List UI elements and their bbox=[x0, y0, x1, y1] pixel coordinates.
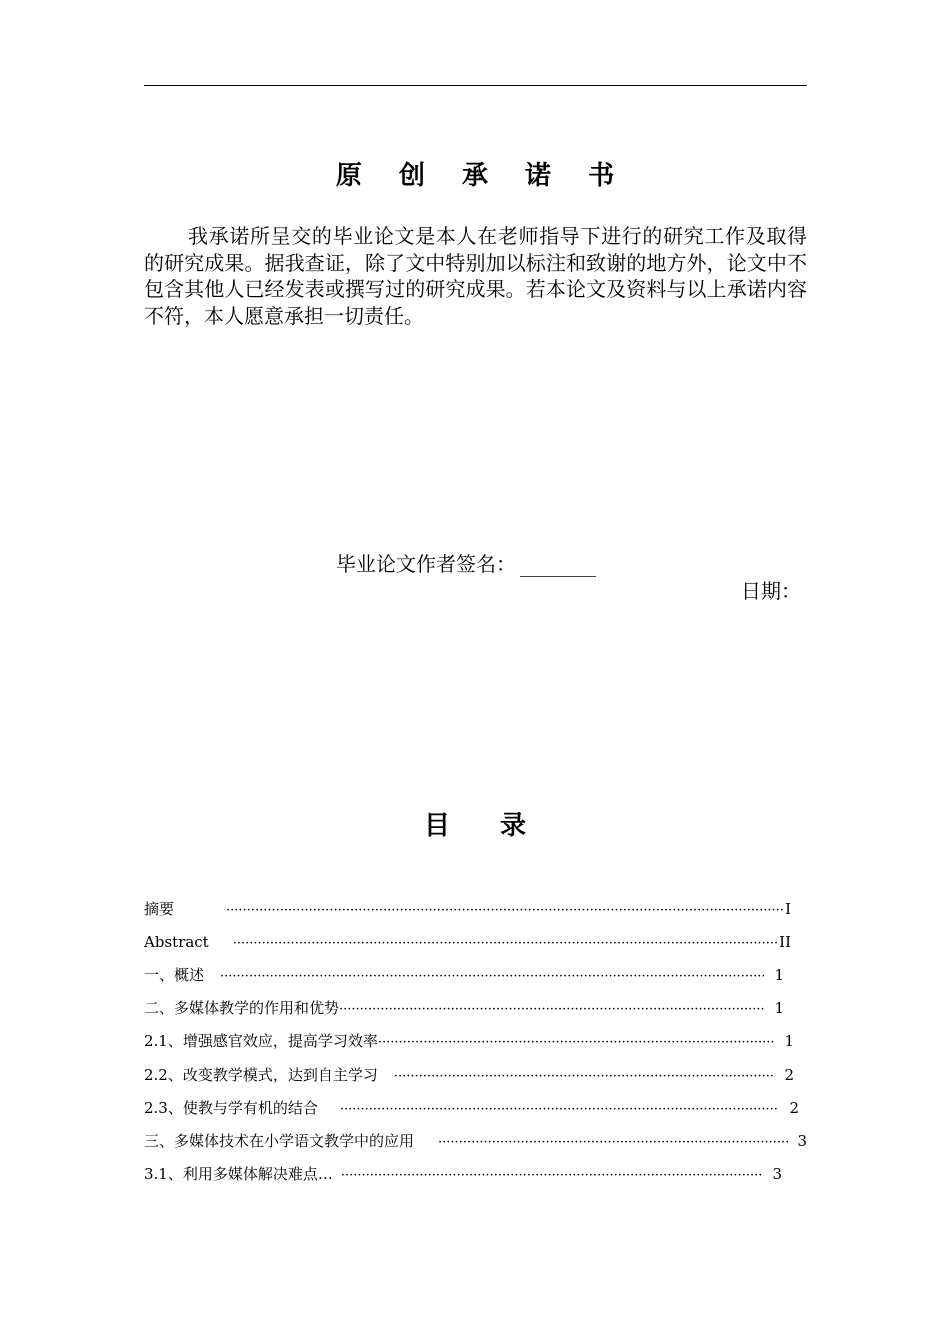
signature-line bbox=[336, 548, 596, 577]
toc-entry-label: 2.1、增强感官效应，提高学习效率 bbox=[144, 1032, 378, 1050]
toc-entry-label: 3.1、利用多媒体解决难点… bbox=[144, 1165, 333, 1183]
toc-leader bbox=[226, 901, 785, 921]
toc-entry-label: 二、多媒体教学的作用和优势 bbox=[144, 999, 340, 1017]
toc-entry-page: 1 bbox=[784, 1032, 794, 1050]
toc-entry-page: II bbox=[779, 933, 791, 951]
toc-leader bbox=[339, 1000, 764, 1020]
toc-leader bbox=[394, 1067, 775, 1087]
toc-entry[interactable] bbox=[144, 932, 791, 952]
toc-entry[interactable] bbox=[144, 1131, 807, 1151]
toc-entry[interactable] bbox=[144, 998, 784, 1018]
toc-entry-label: 2.3、使教与学有机的结合 bbox=[144, 1099, 318, 1117]
toc-title bbox=[0, 805, 950, 842]
toc-entry[interactable] bbox=[144, 899, 791, 919]
pledge-title: 原 创 承 诺 书 bbox=[335, 161, 629, 191]
toc-entry[interactable] bbox=[144, 1031, 794, 1051]
header-rule bbox=[144, 85, 807, 86]
toc-entry-page: 2 bbox=[789, 1099, 799, 1117]
toc-entry-page: I bbox=[785, 900, 791, 918]
toc-entry-page: 1 bbox=[774, 999, 784, 1017]
signature-label: 毕业论文作者签名： bbox=[336, 552, 516, 576]
signature-blank bbox=[520, 556, 596, 577]
toc-title-right: 录 bbox=[500, 811, 527, 841]
toc-entry-page: 3 bbox=[772, 1165, 782, 1183]
toc-leader bbox=[233, 934, 779, 954]
toc-entry-label: 一、概述 bbox=[144, 966, 205, 984]
toc-entry-page: 3 bbox=[797, 1132, 807, 1150]
toc-entry[interactable] bbox=[144, 1098, 799, 1118]
date-label: 日期： bbox=[741, 579, 801, 603]
toc-leader bbox=[341, 1166, 763, 1186]
toc-entry-label: 摘要 bbox=[144, 900, 175, 918]
toc-entry-page: 2 bbox=[784, 1066, 794, 1084]
toc-entry-label: 三、多媒体技术在小学语文教学中的应用 bbox=[144, 1132, 415, 1150]
toc-entry-page: 1 bbox=[774, 966, 784, 984]
toc-title-left: 目 bbox=[423, 811, 450, 841]
toc-leader bbox=[220, 967, 764, 987]
toc-entry[interactable] bbox=[144, 1164, 782, 1184]
pledge-body: 我承诺所呈交的毕业论文是本人在老师指导下进行的研究工作及取得的研究成果。据我查证，除了文中特别加以标注和致谢的地方外，论文中不包含其他人已经发表或撰写过的研究成果。若本论文及资料与以上承诺内容不符，本人愿意承担一切责任。 bbox=[144, 224, 807, 328]
toc-entry-label: 2.2、改变教学模式，达到自主学习 bbox=[144, 1066, 378, 1084]
toc-entry[interactable] bbox=[144, 965, 784, 985]
toc-entry-label: Abstract bbox=[144, 933, 209, 951]
toc-leader bbox=[340, 1100, 780, 1120]
toc-entry[interactable] bbox=[144, 1065, 794, 1085]
toc-leader bbox=[378, 1033, 775, 1053]
toc-leader bbox=[438, 1133, 789, 1153]
